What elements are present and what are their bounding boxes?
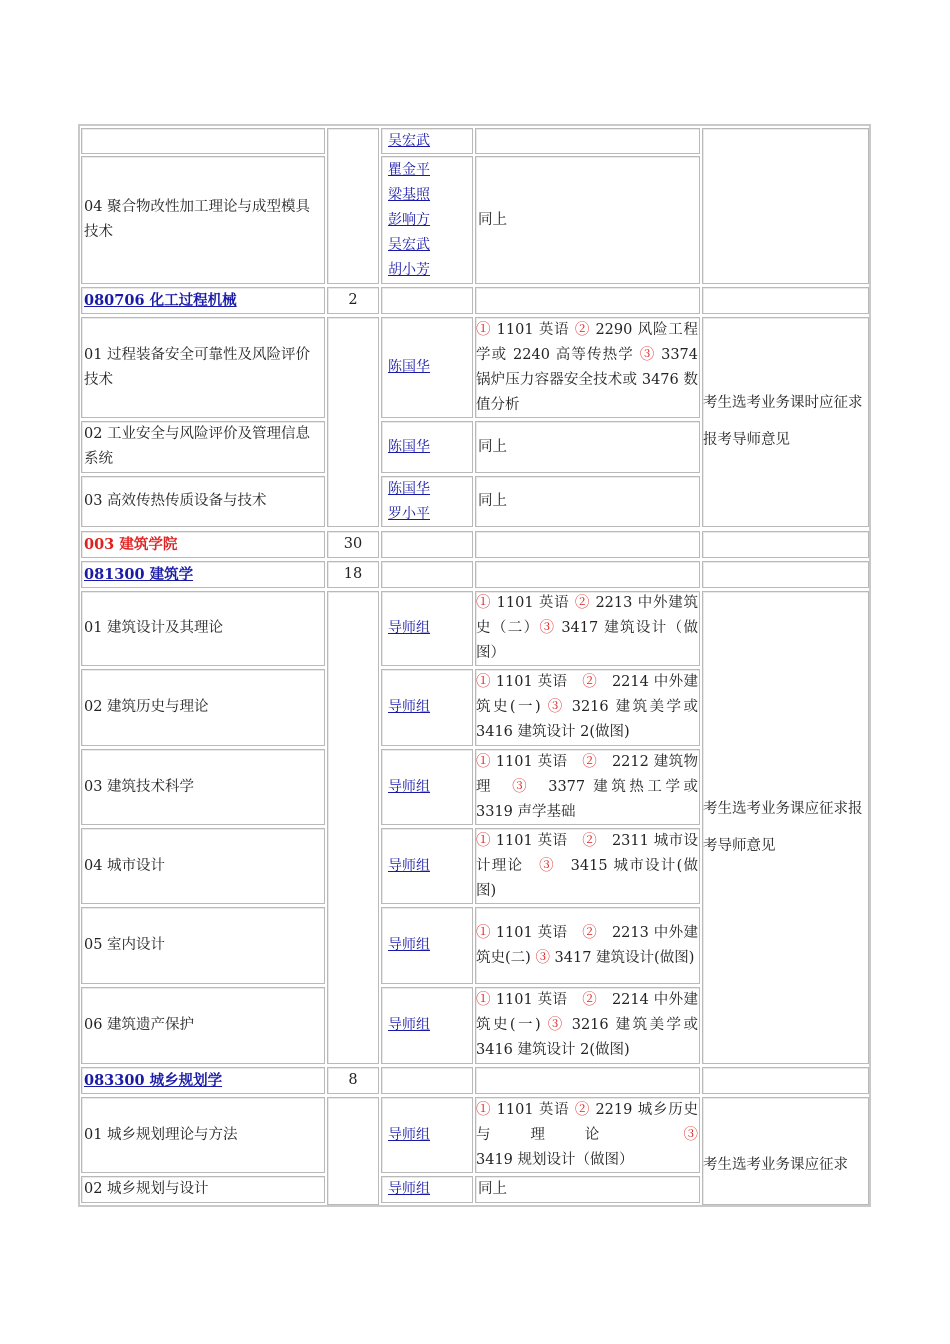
subject-3: 3417 建筑设计(做图) [549, 949, 695, 966]
remark-cell [702, 1067, 869, 1094]
exam-subjects-cell [475, 591, 700, 666]
exam-subjects-cell [475, 317, 700, 418]
mark-2: ② [582, 992, 598, 1008]
subject-2: 2213 中外建筑史(二) [476, 924, 699, 966]
direction-text: 01 建筑设计及其理论 [84, 620, 224, 636]
direction-text: 02 工业安全与风险评价及管理信息系统 [84, 426, 311, 467]
direction-cell [81, 421, 325, 473]
remark-cell [702, 1097, 869, 1205]
subject-1: 1101 英语 [490, 753, 583, 770]
subject-1: 1101 英语 [490, 924, 583, 941]
mark-3: ③ [547, 699, 565, 715]
exam-subjects-text [476, 829, 698, 904]
advisor-cell [381, 128, 473, 154]
major-title-cell [81, 1067, 325, 1094]
major-link[interactable]: 083300 城乡规划学 [84, 1072, 223, 1089]
exam-subjects-cell [475, 669, 700, 746]
mark-2: ② [582, 753, 598, 770]
exam-subjects-cell [475, 561, 700, 588]
advisor-link[interactable]: 陈国华 [388, 438, 430, 455]
exam-subjects-text [476, 1098, 698, 1173]
quota-cell [327, 591, 379, 1064]
advisor-link[interactable]: 吴宏武 [388, 236, 430, 253]
advisor-cell [381, 591, 473, 666]
quota-cell [327, 287, 379, 314]
direction-cell [81, 907, 325, 984]
direction-cell [81, 749, 325, 825]
mark-2: ② [574, 1101, 591, 1118]
mark-2: ② [574, 595, 591, 611]
advisor-cell [381, 287, 473, 314]
direction-cell [81, 987, 325, 1064]
remark-cell [702, 561, 869, 588]
direction-text: 01 过程装备安全可靠性及风险评价技术 [84, 346, 311, 388]
subject-2: 2311 城市设计理论 [476, 832, 699, 874]
advisor-cell [381, 749, 473, 825]
direction-cell [81, 1097, 325, 1173]
quota-text: 18 [343, 566, 363, 582]
mark-1: ① [476, 674, 491, 690]
direction-text: 04 城市设计 [84, 857, 166, 874]
mark-2: ② [582, 924, 598, 941]
exam-subjects-cell [475, 128, 700, 154]
advisor-link[interactable]: 瞿金平 [388, 161, 430, 178]
direction-cell [81, 1176, 325, 1203]
subject-2: 2219 城乡历史与理论 [476, 1101, 699, 1143]
mark-3: ③ [512, 778, 531, 795]
mark-1: ① [476, 321, 492, 338]
direction-text: 06 建筑遗产保护 [84, 1017, 195, 1033]
direction-cell [81, 828, 325, 904]
subject-2: 2214 中外建筑史(一) [476, 674, 699, 715]
exam-subjects-cell [475, 907, 700, 984]
advisor-link[interactable]: 导师组 [388, 1181, 430, 1197]
advisor-link[interactable]: 罗小平 [388, 505, 430, 522]
subject-1: 1101 英语 [491, 1101, 575, 1118]
major-title-cell [81, 561, 325, 588]
advisor-cell [381, 476, 473, 527]
quota-cell [327, 317, 379, 527]
mark-3: ③ [539, 620, 556, 636]
subject-3: 3216 建筑美学或 3416 建筑设计 2(做图) [476, 1017, 698, 1058]
quota-cell [327, 1067, 379, 1094]
college-title: 003 建筑学院 [84, 536, 178, 553]
advisor-link[interactable]: 导师组 [388, 620, 430, 636]
remark-cell [702, 531, 869, 558]
exam-subjects-text [476, 670, 698, 745]
exam-subjects-cell [475, 421, 700, 473]
subject-2: 2213 中外建筑史（二） [476, 595, 699, 636]
advisor-link[interactable]: 导师组 [388, 937, 430, 953]
quota-text: 2 [348, 292, 358, 308]
subject-2: 2214 中外建筑史(一) [476, 992, 699, 1033]
advisor-link[interactable]: 陈国华 [388, 480, 430, 497]
subject-1: 1101 英语 [490, 992, 583, 1008]
exam-subjects-text [476, 921, 698, 971]
advisor-link[interactable]: 陈国华 [388, 359, 430, 375]
quota-cell [327, 1097, 379, 1205]
college-title-cell [81, 531, 325, 558]
subject-3: 3377 建筑热工学或 3319 声学基础 [476, 778, 699, 820]
direction-text: 01 城乡规划理论与方法 [84, 1126, 238, 1143]
exam-subjects-cell [475, 531, 700, 558]
direction-cell [81, 128, 325, 154]
advisor-link[interactable]: 胡小芳 [388, 261, 430, 278]
subject-2: 2290 风险工程学或 2240 高等传热学 [476, 321, 699, 363]
advisor-link[interactable]: 彭响方 [388, 211, 430, 228]
exam-subjects-text: 同上 [478, 438, 507, 455]
subject-1: 1101 英语 [491, 321, 575, 338]
advisor-link[interactable]: 导师组 [388, 1126, 430, 1143]
direction-cell [81, 156, 325, 284]
direction-text: 03 高效传热传质设备与技术 [84, 493, 267, 509]
remark-text: 考生选考业务课应征求 [703, 1156, 848, 1173]
subject-3: 3419 规划设计（做图） [476, 1151, 634, 1168]
subject-1: 1101 英语 [490, 832, 583, 849]
quota-cell [327, 561, 379, 588]
exam-subjects-cell [475, 1176, 700, 1203]
advisor-cell [381, 828, 473, 904]
exam-subjects-text: 同上 [478, 211, 507, 228]
advisor-link[interactable]: 导师组 [388, 1017, 430, 1033]
subject-1: 1101 英语 [490, 674, 583, 690]
advisor-cell [381, 561, 473, 588]
exam-subjects-text [476, 591, 698, 666]
advisor-cell [381, 669, 473, 746]
direction-cell [81, 317, 325, 418]
advisor-cell [381, 156, 473, 284]
remark-text: 考生选考业务课时应征求报考导师意见 [703, 395, 863, 448]
mark-1: ① [476, 832, 491, 849]
exam-subjects-text [476, 750, 698, 825]
exam-subjects-text [476, 988, 698, 1063]
remark-cell [702, 287, 869, 314]
exam-subjects-cell [475, 987, 700, 1064]
subject-1: 1101 英语 [491, 595, 575, 611]
mark-3: ③ [547, 1017, 565, 1033]
subject-3: 3417 建筑设计（做图） [476, 620, 699, 661]
major-link[interactable]: 081300 建筑学 [84, 566, 194, 583]
advisor-cell [381, 531, 473, 558]
mark-3: ③ [639, 346, 656, 363]
exam-subjects-text [476, 318, 698, 418]
mark-2: ② [574, 321, 591, 338]
exam-subjects-cell [475, 156, 700, 284]
major-title-cell [81, 287, 325, 314]
exam-subjects-cell [475, 476, 700, 527]
quota-text: 30 [343, 536, 363, 552]
subject-3: 3216 建筑美学或 3416 建筑设计 2(做图) [476, 699, 698, 740]
exam-subjects-text: 同上 [478, 1181, 507, 1197]
remark-cell [702, 591, 869, 1064]
advisor-cell [381, 1176, 473, 1203]
direction-text: 03 建筑技术科学 [84, 778, 195, 795]
quota-text: 8 [348, 1072, 358, 1088]
mark-1: ① [476, 1101, 492, 1118]
direction-text: 05 室内设计 [84, 937, 166, 953]
direction-text: 02 建筑历史与理论 [84, 699, 209, 715]
quota-cell [327, 128, 379, 284]
subject-2: 2212 建筑物理 [476, 753, 699, 795]
advisor-link[interactable]: 导师组 [388, 778, 430, 795]
direction-text: 04 聚合物改性加工理论与成型模具技术 [84, 199, 311, 240]
exam-subjects-cell [475, 1097, 700, 1173]
advisor-link[interactable]: 吴宏武 [388, 132, 430, 149]
mark-1: ① [476, 992, 491, 1008]
exam-subjects-cell [475, 828, 700, 904]
quota-cell [327, 531, 379, 558]
mark-3: ③ [683, 1126, 698, 1143]
mark-1: ① [476, 753, 491, 770]
advisor-link[interactable]: 导师组 [388, 699, 430, 715]
mark-1: ① [476, 595, 492, 611]
major-link[interactable]: 080706 化工过程机械 [84, 292, 237, 309]
exam-subjects-cell [475, 1067, 700, 1094]
exam-subjects-cell [475, 749, 700, 825]
advisor-cell [381, 1067, 473, 1094]
advisor-cell [381, 987, 473, 1064]
mark-3: ③ [539, 857, 555, 874]
mark-1: ① [476, 924, 491, 941]
advisor-cell [381, 421, 473, 473]
mark-2: ② [582, 674, 598, 690]
direction-cell [81, 669, 325, 746]
direction-cell [81, 476, 325, 527]
subject-3: 3415 城市设计(做图) [476, 857, 698, 899]
remark-cell [702, 317, 869, 527]
advisor-link[interactable]: 导师组 [388, 857, 430, 874]
remark-text: 考生选考业务课应征求报考导师意见 [703, 800, 863, 854]
direction-cell [81, 591, 325, 666]
remark-cell [702, 128, 869, 284]
mark-3: ③ [535, 949, 550, 966]
exam-subjects-cell [475, 287, 700, 314]
exam-subjects-text: 同上 [478, 493, 507, 509]
advisor-cell [381, 907, 473, 984]
subject-3: 3374 锅炉压力容器安全技术或 3476 数值分析 [476, 346, 699, 413]
advisor-link[interactable]: 梁基照 [388, 186, 430, 203]
direction-text: 02 城乡规划与设计 [84, 1181, 209, 1197]
mark-2: ② [582, 832, 598, 849]
advisor-cell [381, 1097, 473, 1173]
advisor-cell [381, 317, 473, 418]
